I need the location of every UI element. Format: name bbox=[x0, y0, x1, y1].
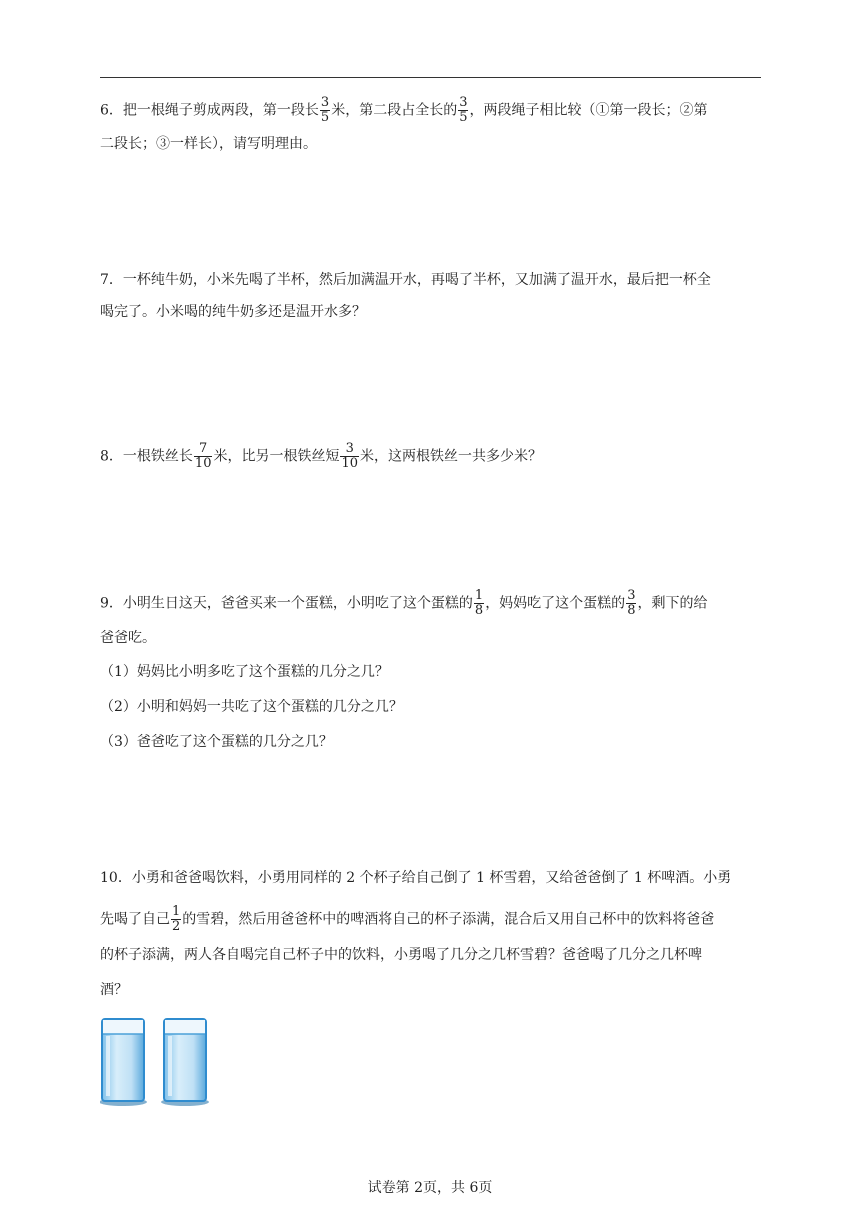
fraction-3-8: $\frac{3}{8}$ bbox=[627, 588, 636, 618]
question-9-line-1 bbox=[100, 589, 707, 618]
q9-text-a: 9．小明生日这天，爸爸买来一个蛋糕，小明吃了这个蛋糕的 bbox=[100, 595, 473, 612]
q10-text-b: 的雪碧，然后用爸爸杯中的啤酒将自己的杯子添满，混合后又用自己杯中的饮料将爸爸 bbox=[182, 911, 715, 928]
fraction-3-5: $\frac{3}{5}$ bbox=[459, 95, 468, 125]
question-9-sub-2: （2）小明和妈妈一共吃了这个蛋糕的几分之几？ bbox=[100, 699, 403, 715]
question-10-line-4: 酒？ bbox=[100, 982, 128, 998]
question-10-line-3: 的杯子添满，两人各自喝完自己杯子中的饮料，小勇喝了几分之几杯雪碧？爸爸喝了几分之几杯啤 bbox=[100, 947, 702, 963]
question-9-sub-1: （1）妈妈比小明多吃了这个蛋糕的几分之几？ bbox=[100, 664, 389, 680]
question-9-line-2: 爸爸吃。 bbox=[100, 630, 156, 646]
fraction-1-2: $\frac{1}{2}$ bbox=[172, 904, 181, 934]
q6-text-b: 米，第二段占全长的 bbox=[331, 102, 458, 119]
q9-text-c: ，剩下的给 bbox=[637, 595, 708, 612]
question-7-line-2: 喝完了。小米喝的纯牛奶多还是温开水多？ bbox=[100, 304, 366, 320]
header-rule bbox=[100, 77, 761, 78]
question-7-line-1: 7．一杯纯牛奶，小米先喝了半杯，然后加满温开水，再喝了半杯，又加满了温开水，最后把一杯全 bbox=[100, 272, 711, 288]
glass-icon bbox=[100, 1019, 147, 1106]
q6-text-a: 6．把一根绳子剪成两段，第一段长 bbox=[100, 102, 319, 119]
q8-text-a: 8．一根铁丝长 bbox=[100, 448, 193, 465]
q9-text-b: ，妈妈吃了这个蛋糕的 bbox=[485, 595, 626, 612]
two-glasses-illustration bbox=[100, 1016, 212, 1108]
q8-text-b: 米，比另一根铁丝短 bbox=[213, 448, 340, 465]
fraction-3-5: $\frac{3}{5}$ bbox=[320, 95, 330, 125]
page-footer: 试卷第 2页，共 6页 bbox=[367, 1180, 493, 1196]
q6-text-c: ，两段绳子相比较（①第一段长；②第 bbox=[469, 102, 708, 119]
question-6-line-2: 二段长；③一样长），请写明理由。 bbox=[100, 136, 317, 152]
question-8-line-1 bbox=[100, 442, 542, 471]
q8-text-c: 米，这两根铁丝一共多少米？ bbox=[360, 448, 543, 465]
fraction-3-10: $\frac{3}{10}$ bbox=[341, 441, 359, 471]
glass-icon bbox=[161, 1019, 209, 1106]
fraction-1-8: $\frac{1}{8}$ bbox=[474, 588, 484, 618]
question-10-line-1: 10．小勇和爸爸喝饮料，小勇用同样的 2 个杯子给自己倒了 1 杯雪碧，又给爸爸倒了 1 杯啤酒。小勇 bbox=[100, 870, 732, 886]
fraction-7-10: $\frac{7}{10}$ bbox=[194, 441, 212, 471]
question-10-line-2 bbox=[100, 905, 714, 934]
question-6-line-1 bbox=[100, 96, 707, 125]
q10-text-a: 先喝了自己 bbox=[100, 911, 170, 928]
question-9-sub-3: （3）爸爸吃了这个蛋糕的几分之几？ bbox=[100, 734, 333, 750]
